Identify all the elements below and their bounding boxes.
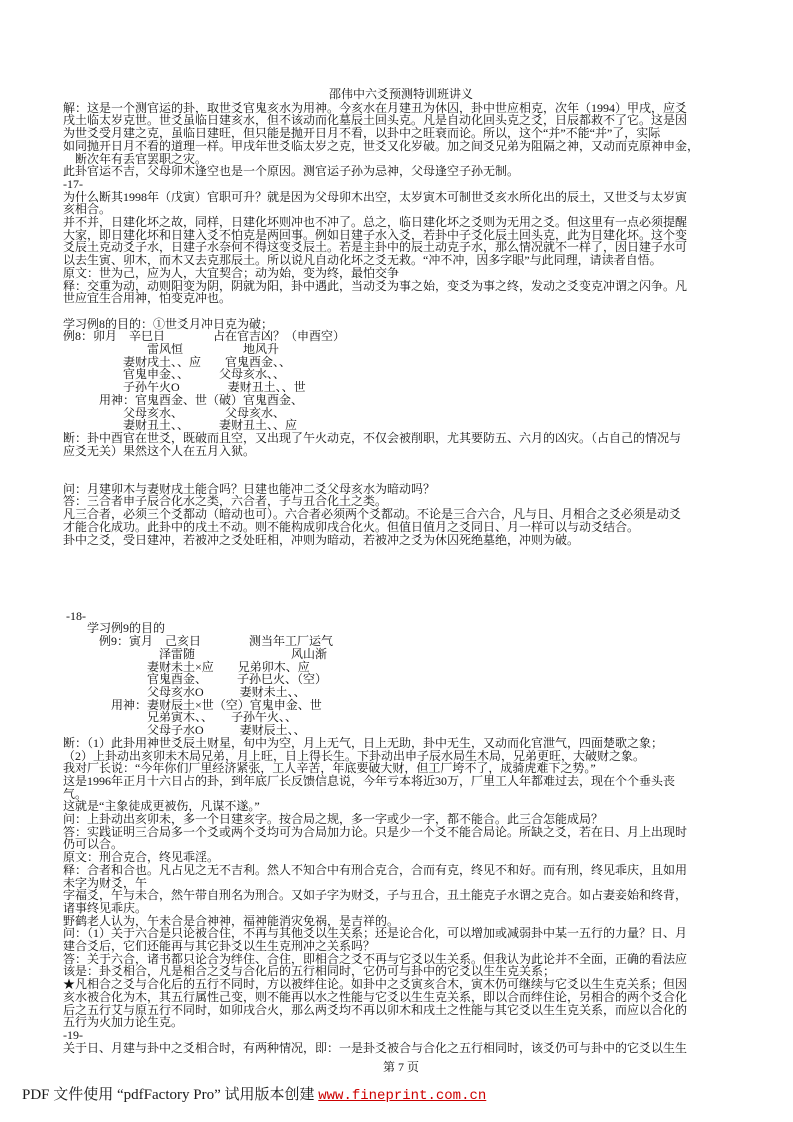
example9-and-six-harmony-line: 五行为火加力论生克。 [63,1015,184,1030]
example8-question-answer-line: 答：三合者申子辰合化水之类，六合者，子与丑合化土之类。 [63,494,388,509]
example9-and-six-harmony-line: 妻财未土×应 兄弟卯木、应 [63,659,310,674]
page-17-discussion-line: 世应宜生合用神，怕变克冲也。 [63,291,232,306]
page-17-discussion-line: 亥相合。 [63,202,112,217]
example9-and-six-harmony-line: 建合爻后，它们还能再与其它卦爻以生生克刑冲之关系吗？ [63,939,376,954]
example9-and-six-harmony-line: 这是1996年正月十六日占的卦，到年底厂长反馈信息说，今年亏本将近30万，厂里工人年都难过去，现在个个垂头丧 [63,773,676,788]
example9-and-six-harmony-line: -19- [63,1027,83,1042]
page-17-discussion-line: 以去生寅、卯木，而木又去克那辰土。所以说凡自动化坏之爻无救。“冲不冲，因多字眼”与此同理，请读者自悟。 [63,253,662,268]
spacer [63,305,739,318]
spacer [63,546,739,610]
example9-and-six-harmony-line: 释：合者和合也。凡占见之无不吉利。然人不知合中有刑合克合，合而有克，终见不和好。而有刑，终见乖庆，且如用 [63,862,688,877]
page-17-discussion-line: 为什么断其1998年（戊寅）官职可升？就是因为父母卯木出空，太岁寅木可制世爻亥水所化出的辰土，又世爻与太岁寅 [63,189,688,204]
example7-conclusion-line: 解：这是一个测官运的卦，取世爻官鬼亥水为用神。今亥水在月建丑为休囚，卦中世应相克，次年（1994）甲戌，应爻 [63,100,688,115]
example9-and-six-harmony-line: 后之五行艾与原五行不同时，如卯戌合火，那么两爻均不再以卯木和戌土之性能与其它爻以生生克关系，而应以合化的 [63,1002,688,1017]
example8-line: 妻财戌土、、应 官鬼酉金、、 [63,354,292,369]
spacer [63,457,739,482]
page-17-discussion-line: 并不并，日建化坏之故，同样，日建化坏则冲也不冲了。总之，临日建化坏之爻则为无用之爻。但这里有一点必须提醒 [63,215,688,230]
page-17-discussion-line: 大家，即日建化坏和日建入爻不怕克是两回事。例如日建子水入爻，若卦中子爻化辰土回头克，此为日建化坏。这个变 [63,227,688,242]
example8-question-answer-line: 卦中之爻，受日建冲，若被冲之爻处旺相，冲则为暗动，若被冲之爻为休囚死绝墓绝，冲则为破。 [63,532,580,547]
example8-line: 例8：卯月 辛巳日 占在官吉凶？（申酉空） [63,329,346,344]
example9-and-six-harmony-line: 仍可以合。 [63,837,124,852]
document-page [63,88,739,1074]
watermark-text: PDF 文件使用 “pdfFactory Pro” 试用版本创建 [22,1087,319,1103]
example9-and-six-harmony-line: 断：（1）此卦用神世爻辰土财星，旬中为空，月上无气，日上无助，卦中无生，又动而化官泄气，四面楚歌之象； [63,735,664,750]
example7-conclusion-line: 戌土临太岁克世。世爻虽临日建亥水，但不该动而化墓辰土回头克。凡是自动化回头克之爻，日辰都救不了它。这是因 [63,113,688,128]
example9-and-six-harmony-line: 关于日、月建与卦中之爻相合时，有两种情况，即：一是卦爻被合与合化之五行相同时，该爻仍可与卦中的它爻以生生 [63,1040,688,1055]
page-17-discussion-line: 原文：世为己，应为人，大宜契合；动为始，变为终，最怕交争 [63,265,400,280]
example9-and-six-harmony-line: 该是：卦爻相合，凡是相合之爻与合化后的五行相同时，它仍可与卦中的它爻以生生克关系； [63,964,556,979]
example9-and-six-harmony-line: -18- [63,608,86,623]
page-17-discussion-line: 释：交重为动，动则阳变为阴，阴就为阳，卦中遇此，当动爻为事之始，变爻为事之终，发动之爻变克冲谓之闪争。凡 [63,278,688,293]
example9-and-six-harmony-line: 这就是“主象徒成更被伤，凡谋不遂。” [63,799,260,814]
example9-and-six-harmony-line: 用神：妻财辰土×世（空）官鬼申金、世 [63,697,322,712]
example9-and-six-harmony-line: ★凡相合之爻与合化后的五行不同时，方以被绊住论。如卦中之爻寅亥合木，寅木仍可继续与它爻以生生克关系；但因 [63,977,688,992]
page-number: 第 7 页 [382,1060,419,1075]
example9-and-six-harmony-line: 原文：刑合克合，终见乖淫。 [63,850,220,865]
example8-question-answer-line: 问：月建卯木与妻财戌土能合吗？日建也能冲二爻父母亥水为暗动吗？ [63,481,436,496]
example7-conclusion-line: 此卦官运不吉，父母卯木逢空也是一个原因。测官运子孙为忌神，父母逢空子孙无制。 [63,164,520,179]
example9-and-six-harmony-line: 我对厂长说：“今年你们厂里经济紧张，工人辛苦，年底要破大财，但工厂垮不了，成骑虎难下之势。” [63,761,596,776]
example7-conclusion-line: 断次年有丢官罢职之灾。 [63,151,208,166]
example9-and-six-harmony-line: 答：关于六合，诸书都只论合为绊住、合住，即相合之爻不再与它爻以生关系。但我认为此论并不全面，正确的看法应 [63,951,688,966]
example9-and-six-harmony-line: 兄弟寅木、、 子孙午火、、 [63,710,298,725]
example9-and-six-harmony-line: 官鬼酉金、 子孙巳火、（空） [63,672,328,687]
example8-line: 应爻无关）果然这个人在五月入狱。 [63,443,256,458]
example8-question-answer-line: 才能合化成功。此卦中的戌土不动。则不能构成卯戌合化火。但值日值月之爻同日、月一样可以与动爻结合。 [63,519,640,534]
example9-and-six-harmony-line: 父母亥水O 妻财未土、、 [63,685,306,699]
example9-and-six-harmony-line: 泽雷随 风山渐 [63,646,328,661]
footer-link[interactable]: www.fineprint.com.cn [318,1088,487,1104]
example8-question-answer-line: 凡三合者，必须三个爻都动（暗动也可）。六合者必须两个爻都动。不论是三合六合，凡与日、月相合之爻必须是动爻 [63,507,682,522]
example9-and-six-harmony-line: （2）上卦动出亥卯未木局兄弟，月上旺，日上得长生。下卦动出申子辰水局生木局，兄弟更旺，大破财之象。 [63,748,646,763]
page-17-discussion-line: -17- [63,176,83,191]
example7-conclusion-line: 如同抛开日月不看的道理一样。甲戌年世爻临太岁之克，世爻又化岁破。加之间爻兄弟为阻隔之神，又动而克原神申金， [63,138,700,153]
example8-line: 学习例8的目的：①世爻月冲日克为破； [63,316,274,331]
example8-line: 官鬼申金、、 父母亥水、、 [63,367,286,382]
example7-conclusion-line: 为世爻受月建之克，虽临日建旺，但只能是抛开日月不看，以卦中之旺衰而论。所以，这个“并”不能“并”了，实际 [63,126,661,141]
example8-line: 断：卦中酉官在世爻，既破而且空，又出现了午火动克，不仅会被削职，尤其要防五、六月的凶灾。（占自己的情况与 [63,430,682,445]
example9-and-six-harmony-line: 问：上卦动出亥卯未，多一个日建亥字。按合局之规，多一字或少一字，都不能合。此三合怎能成局？ [63,812,604,827]
watermark-footer [22,1085,486,1106]
example9-and-six-harmony-line: 亥水被合化为木，其五行属性己变，则不能再以水之性能与它爻以生生克关系，即以合而绊住论，另相合的两个爻合化 [63,989,688,1004]
example9-and-six-harmony-line: 学习例9的目的 [63,621,166,636]
example9-and-six-harmony-line: 例9：寅月 己亥日 测当年工厂运气 [63,634,334,649]
example9-and-six-harmony-line: 父母子水O 妻财辰土、、 [63,723,306,738]
example9-and-six-harmony-line: 诸事终见乖庆。 [63,900,148,915]
example8-line: 父母亥水、 父母亥水、 [63,405,286,420]
example8-line: 雷风恒 地风升 [63,342,280,357]
example9-and-six-harmony-line: 气。 [63,786,88,801]
example9-and-six-harmony-line: 野鹤老人认为，午未合是合神神，福神能消灾免祸，是吉祥的。 [63,913,400,928]
example9-and-six-harmony-line: 字福爻，午与未合，然午带自刑名为刑合。又如子字为财爻，子与丑合，丑土能克子水谓之克合。如占妻妾始和终背， [63,888,688,903]
example8-line: 子孙午火O 妻财丑土、、世 [63,380,306,395]
document-lines [63,102,739,1055]
example8-line: 用神：官鬼酉金、世（破）官鬼酉金、 [63,392,304,407]
example9-and-six-harmony-line: 答：实践证明三合局多一个爻或两个爻均可为合局加力论。只是少一个爻不能合局论。所缺之爻，若在日、月上出现时 [63,824,688,839]
example9-and-six-harmony-line: 未字为财爻，午 [63,875,148,890]
page-17-discussion-line: 爻辰土克动爻子水，日建子水奈何不得这变爻辰土。若是主卦中的辰土动克子水，那么情况就不一样了，因日建子水可 [63,240,688,255]
page-title: 邵伟中六爻预测特训班讲义 [328,87,473,101]
example8-line: 妻财丑土、、 妻财丑土、、应 [63,418,298,433]
example9-and-six-harmony-line: 问：（1）关于六合是只论被合住，不再与其他爻以生关系；还是论合化，可以增加或减弱卦中某一五行的力量？日、月 [63,926,688,941]
